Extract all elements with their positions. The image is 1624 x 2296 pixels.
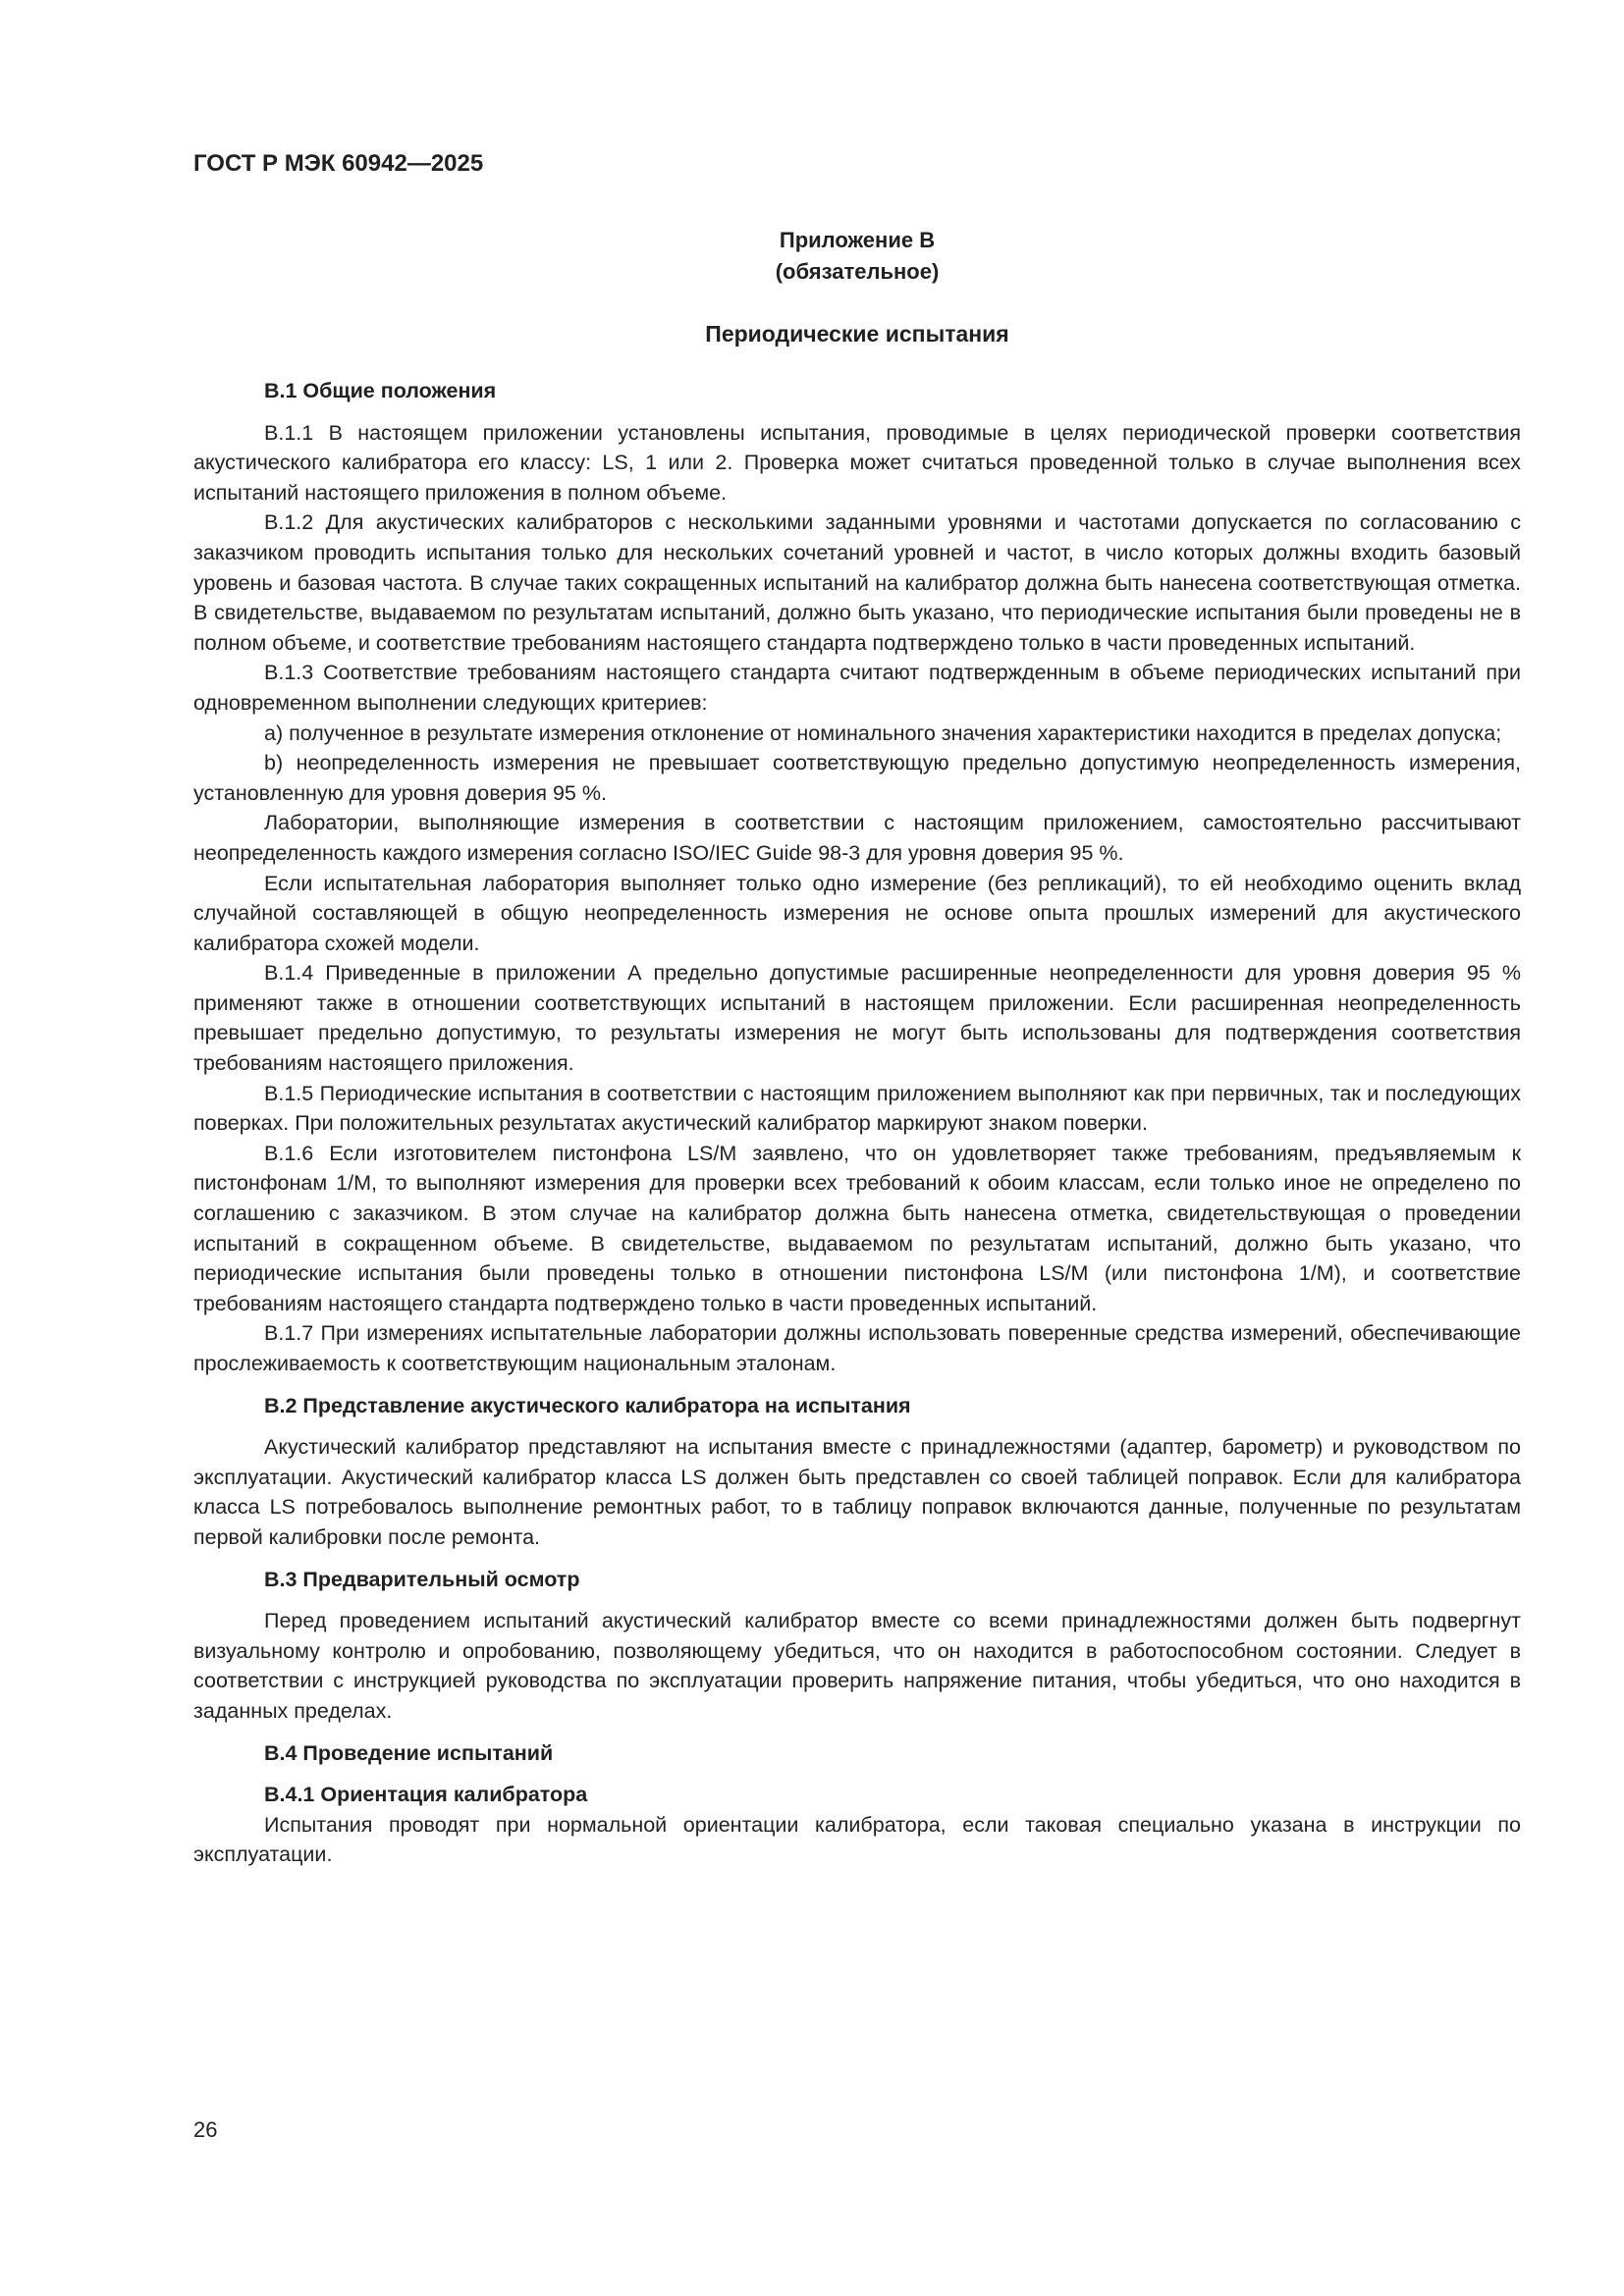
paragraph-b1-6: В.1.6 Если изготовителем пистонфона LS/M заявлено, что он удовлетворяет также требованиям, предъявляемым к пистонфонам 1/M, то выполняют измерения для проверки всех требований к обоим классам, если только иное не определено по соглашению с заказчиком. В этом случае на калибратор должна быть нанесена отметка, свидетельствующая о проведении испытаний в сокращенном объеме. В свидетельстве, выдаваемом по результатам испытаний, должно быть указано, что периодические испытания были проведены только в отношении пистонфона LS/M (или пистонфона 1/M), и соответствие требованиям настоящего стандарта подтверждено только в части проведенных испытаний. — [193, 1141, 1521, 1315]
section-heading-b3: В.3 Предварительный осмотр — [264, 1567, 580, 1591]
document-code: ГОСТ Р МЭК 60942—2025 — [193, 150, 484, 177]
paragraph-b1-2: В.1.2 Для акустических калибраторов с несколькими заданными уровнями и частотами допускается по согласованию с заказчиком проводить испытания только для нескольких сочетаний уровней и частот, в число которых должны входить базовый уровень и базовая частота. В случае таких сокращенных испытаний на калибратор должна быть нанесена соответствующая отметка. В свидетельстве, выдаваемом по результатам испытаний, должно быть указано, что периодические испытания были проведены не в полном объеме, и соответствие требованиям настоящего стандарта подтверждено только в части проведенных испытаний. — [193, 510, 1521, 655]
document-body — [193, 376, 1521, 1870]
section-heading-b2: В.2 Представление акустического калибратора на испытания — [264, 1393, 911, 1417]
paragraph-b1-3-single: Если испытательная лаборатория выполняет только одно измерение (без репликаций), то ей необходимо оценить вклад случайной составляющей в общую неопределенность измерения не основе опыта прошлых измерений для акустического калибратора схожей модели. — [193, 871, 1521, 955]
paragraph-b4-1: Испытания проводят при нормальной ориентации калибратора, если таковая специально указана в инструкции по эксплуатации. — [193, 1812, 1521, 1867]
paragraph-b2-1: Акустический калибратор представляют на испытания вместе с принадлежностями (адаптер, барометр) и руководством по эксплуатации. Акустический калибратор класса LS должен быть представлен со своей таблицей поправок. Если для калибратора класса LS потребовалось выполнение ремонтных работ, то в таблицу поправок включаются данные, полученные по результатам первой калибровки после ремонта. — [193, 1435, 1521, 1549]
annex-name: Периодические испытания — [705, 321, 1009, 347]
paragraph-b1-4: В.1.4 Приведенные в приложении А предельно допустимые расширенные неопределенности для уровня доверия 95 % применяют также в отношении соответствующих испытаний в настоящем приложении. Если расширенная неопределенность превышает предельно допустимую, то результаты измерения не могут быть использованы для подтверждения соответствия требованиям настоящего приложения. — [193, 961, 1521, 1076]
list-item-b: b) неопределенность измерения не превышает соответствующую предельно допустимую неопределенность измерения, установленную для уровня доверия 95 %. — [193, 751, 1521, 805]
section-heading-b4: В.4 Проведение испытаний — [264, 1740, 554, 1765]
page-number: 26 — [193, 2117, 218, 2142]
annex-title: Приложение В — [779, 228, 936, 252]
annex-status: (обязательное) — [775, 259, 940, 284]
paragraph-b3-1: Перед проведением испытаний акустический калибратор вместе со всеми принадлежностями должен быть подвергнут визуальному контролю и опробованию, позволяющему убедиться, что он находится в работоспособном состоянии. Следует в соответствии с инструкцией руководства по эксплуатации проверить напряжение питания, чтобы убедиться, что оно находится в заданных пределах. — [193, 1609, 1521, 1723]
list-item-a: a) полученное в результате измерения отклонение от номинального значения характеристики находится в пределах допуска; — [264, 721, 1502, 745]
paragraph-b1-3: В.1.3 Соответствие требованиям настоящего стандарта считают подтвержденным в объеме периодических испытаний при одновременном выполнении следующих критериев: — [193, 661, 1521, 715]
subsection-heading-b4-1: В.4.1 Ориентация калибратора — [264, 1783, 588, 1807]
paragraph-b1-1: В.1.1 В настоящем приложении установлены испытания, проводимые в целях периодической проверки соответствия акустического калибратора его классу: LS, 1 или 2. Проверка может считаться проведенной только в случае выполнения всех испытаний настоящего приложения в полном объеме. — [193, 420, 1521, 505]
paragraph-b1-7: В.1.7 При измерениях испытательные лаборатории должны использовать поверенные средства измерений, обеспечивающие прослеживаемость к соответствующим национальным эталонам. — [193, 1321, 1521, 1375]
paragraph-b1-3-labs: Лаборатории, выполняющие измерения в соответствии с настоящим приложением, самостоятельно рассчитывают неопределенность каждого измерения согласно ISO/IEC Guide 98-3 для уровня доверия 95 %. — [193, 811, 1521, 865]
section-heading-b1: В.1 Общие положения — [264, 379, 497, 402]
paragraph-b1-5: В.1.5 Периодические испытания в соответствии с настоящим приложением выполняют как при первичных, так и последующих поверках. При положительных результатах акустический калибратор маркируют знаком поверки. — [193, 1081, 1521, 1136]
